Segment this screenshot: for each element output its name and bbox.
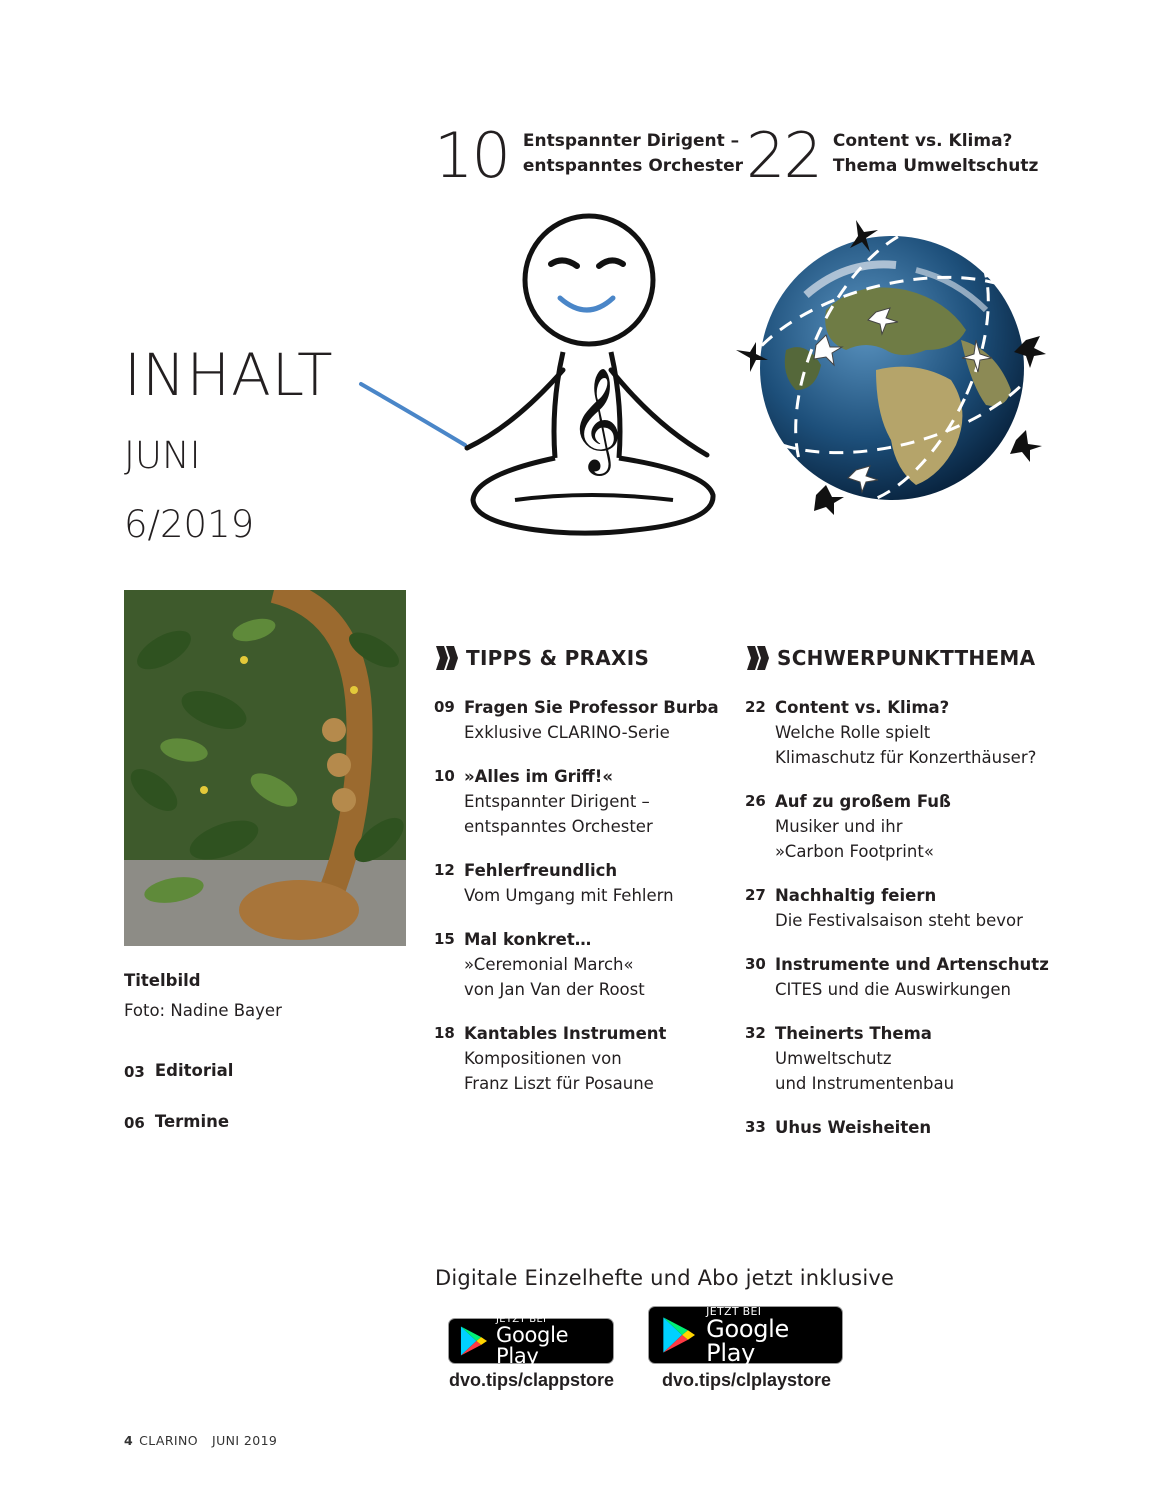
toc-title: Content vs. Klima?: [775, 698, 950, 717]
toc-number: 26: [745, 792, 766, 810]
svg-text:𝄞: 𝄞: [569, 367, 623, 472]
toc-subtitle: Die Festivalsaison steht bevor: [775, 911, 1023, 930]
badge-big-text: Google Play: [495, 1323, 569, 1368]
feature-teaser-10[interactable]: [434, 119, 744, 192]
section-heading: [745, 644, 1075, 672]
toc-item[interactable]: [434, 927, 724, 1002]
toc-title: Instrumente und Artenschutz: [775, 955, 1049, 974]
badge-small-text: JETZT BEI: [706, 1304, 762, 1318]
toc-title: Termine: [154, 1112, 230, 1131]
toc-title: Nachhaltig feiern: [775, 886, 937, 905]
toc-number: 03: [124, 1063, 145, 1081]
toc-item[interactable]: [434, 695, 724, 745]
toc-item[interactable]: [434, 858, 724, 908]
toc-number: 22: [745, 698, 766, 716]
double-chevron-icon: [434, 644, 460, 672]
toc-item[interactable]: [745, 952, 1075, 1002]
toc-number: 32: [745, 1024, 766, 1042]
toc-number: 18: [434, 1024, 455, 1042]
toc-subtitle: Exklusive CLARINO-Serie: [464, 723, 670, 742]
section-heading-label: TIPPS & PRAXIS: [466, 646, 650, 670]
double-chevron-icon: [745, 644, 771, 672]
badge-small-text: JETZT BEI: [495, 1314, 547, 1325]
feature-teaser-22[interactable]: [746, 119, 1039, 192]
cover-credit: Foto: Nadine Bayer: [124, 1001, 282, 1020]
issue-month: JUNI: [124, 434, 201, 477]
toc-number: 27: [745, 886, 766, 904]
toc-subtitle: Musiker und ihr »Carbon Footprint«: [775, 817, 934, 861]
store-link[interactable]: dvo.tips/clplaystore: [662, 1370, 832, 1390]
badge-big-text: Google Play: [706, 1314, 790, 1367]
toc-subtitle: Kompositionen von Franz Liszt für Posaune: [464, 1049, 654, 1093]
page-number: 4: [124, 1433, 134, 1448]
toc-item[interactable]: [745, 695, 1075, 770]
toc-subtitle: CITES und die Auswirkungen: [775, 980, 1011, 999]
toc-number: 30: [745, 955, 766, 973]
toc-number: 06: [124, 1114, 145, 1132]
toc-number: 10: [434, 767, 455, 785]
store-link[interactable]: dvo.tips/clappstore: [449, 1370, 615, 1390]
toc-number: 15: [434, 930, 455, 948]
toc-item[interactable]: [745, 1115, 1075, 1140]
toc-title: Auf zu großem Fuß: [775, 792, 951, 811]
toc-item[interactable]: [745, 1021, 1075, 1096]
google-play-badge[interactable]: [448, 1314, 614, 1368]
toc-item[interactable]: [434, 764, 724, 839]
issue-number: 6/2019: [124, 503, 255, 546]
toc-subtitle: Vom Umgang mit Fehlern: [464, 886, 674, 905]
toc-number: 12: [434, 861, 455, 879]
page-footer: [124, 1433, 277, 1448]
section-heading: [434, 644, 724, 672]
feature-title: Content vs. Klima? Thema Umweltschutz: [832, 131, 1039, 176]
digital-promo-text: Digitale Einzelhefte und Abo jetzt inklusive: [435, 1266, 895, 1290]
google-play-icon: [459, 1325, 488, 1357]
section-schwerpunktthema: [745, 644, 1075, 1159]
feature-number: 10: [434, 119, 509, 192]
section-heading-label: SCHWERPUNKTTHEMA: [777, 646, 1036, 670]
section-tipps-praxis: [434, 644, 724, 1115]
toc-title: Uhus Weisheiten: [775, 1118, 932, 1137]
toc-item[interactable]: [745, 789, 1075, 864]
toc-item[interactable]: [434, 1021, 724, 1096]
globe-with-planes-illustration: [726, 200, 1062, 530]
meditating-conductor-illustration: [355, 200, 725, 545]
toc-subtitle: Welche Rolle spielt Klimaschutz für Konzerthäuser?: [775, 723, 1037, 767]
toc-subtitle: Umweltschutz und Instrumentenbau: [775, 1049, 955, 1093]
google-play-icon: [661, 1316, 696, 1354]
toc-item[interactable]: [745, 883, 1075, 933]
left-column: [124, 966, 414, 1138]
toc-title: »Alles im Griff!«: [464, 767, 613, 786]
page-title: INHALT: [124, 341, 334, 409]
toc-item-editorial[interactable]: [124, 1056, 414, 1087]
toc-title: Fehlerfreundlich: [464, 861, 618, 880]
toc-title: Theinerts Thema: [775, 1024, 932, 1043]
toc-title: Fragen Sie Professor Burba: [464, 698, 719, 717]
toc-subtitle: Entspannter Dirigent – entspanntes Orchester: [464, 792, 653, 836]
feature-number: 22: [746, 119, 821, 192]
cover-photo[interactable]: [124, 590, 406, 946]
toc-title: Mal konkret…: [464, 930, 592, 949]
toc-number: 09: [434, 698, 455, 716]
toc-title: Editorial: [154, 1061, 234, 1080]
cover-label: Titelbild: [124, 971, 201, 990]
toc-list: [745, 695, 1075, 1140]
toc-list: [434, 695, 724, 1096]
toc-item-termine[interactable]: [124, 1107, 414, 1138]
google-play-badge[interactable]: [648, 1304, 843, 1367]
feature-title: Entspannter Dirigent – entspanntes Orchester: [522, 131, 744, 176]
toc-subtitle: »Ceremonial March« von Jan Van der Roost: [464, 955, 645, 999]
magazine-name: CLARINO: [139, 1433, 199, 1448]
issue-date: JUNI 2019: [212, 1433, 278, 1448]
toc-number: 33: [745, 1118, 766, 1136]
toc-title: Kantables Instrument: [464, 1024, 667, 1043]
